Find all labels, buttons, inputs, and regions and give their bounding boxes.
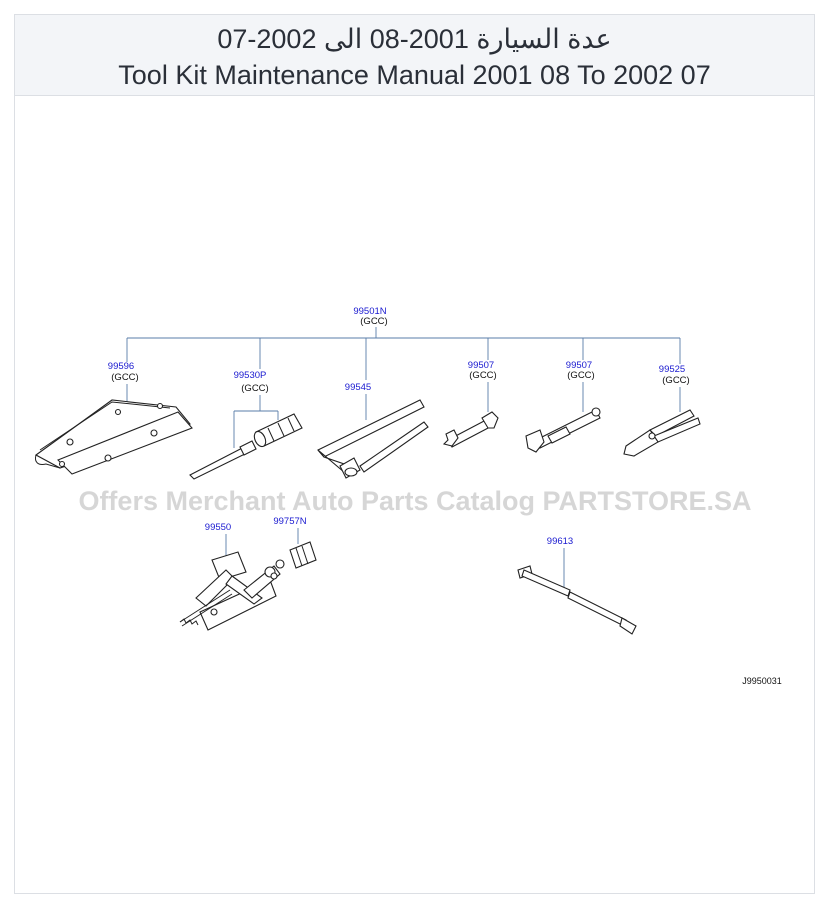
part-number-99613[interactable]: 99613	[546, 536, 574, 547]
part-number-99507-b[interactable]: 99507	[565, 360, 593, 371]
jack-illustration	[180, 552, 280, 630]
part-number-99507-a[interactable]: 99507	[467, 360, 495, 371]
diagram-reference-code: J9950031	[742, 676, 782, 686]
kit-part-number[interactable]: 99501N	[353, 306, 387, 317]
part-number-99530P[interactable]: 99530P	[233, 370, 267, 381]
part-spec-99507-b: (GCC)	[567, 370, 595, 381]
part-spec-99530P: (GCC)	[241, 383, 269, 394]
kit-leader-tree	[127, 327, 680, 380]
part-spec-99596: (GCC)	[111, 372, 139, 383]
jack-handle-rod-illustration	[518, 566, 636, 634]
open-end-wrench-illustration	[444, 412, 498, 447]
pliers-illustration	[624, 410, 700, 456]
adjustable-wrench-illustration	[526, 408, 600, 452]
part-number-99596[interactable]: 99596	[107, 361, 135, 372]
screwdriver-illustration	[190, 414, 302, 479]
tray-illustration	[35, 400, 192, 474]
part-number-99525[interactable]: 99525	[658, 364, 686, 375]
part-spec-99525: (GCC)	[662, 375, 690, 386]
watermark-text: Offers Merchant Auto Parts Catalog PARTSTORE.SA	[78, 486, 752, 516]
page-title-english: Tool Kit Maintenance Manual 2001 08 To 2002 07	[118, 60, 711, 90]
page-title-arabic: عدة السيارة 2001-08 الى 2002-07	[217, 24, 612, 54]
part-number-99550[interactable]: 99550	[204, 522, 232, 533]
part-number-99757N[interactable]: 99757N	[273, 516, 307, 527]
kit-spec: (GCC)	[360, 316, 388, 327]
part-number-99545[interactable]: 99545	[344, 382, 372, 393]
part-spec-99507-a: (GCC)	[469, 370, 497, 381]
wheel-wrench-illustration	[318, 400, 428, 478]
